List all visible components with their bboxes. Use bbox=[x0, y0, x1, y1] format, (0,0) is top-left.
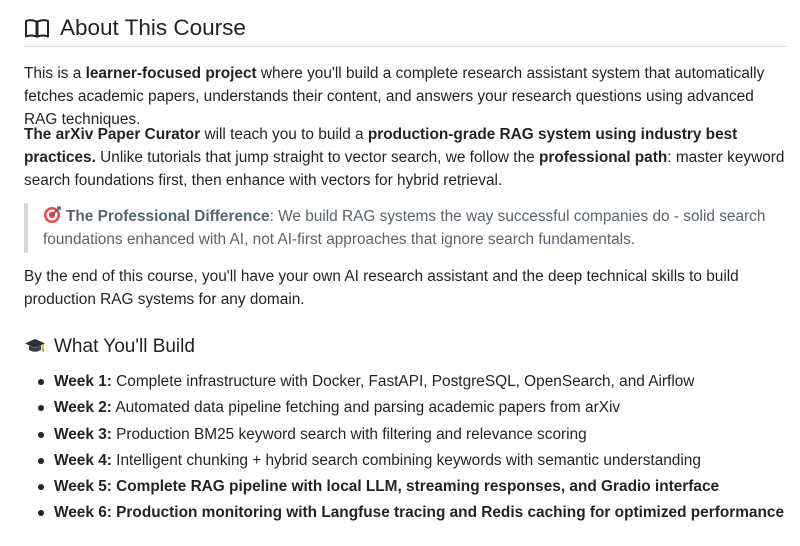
week-label: Week 5: bbox=[54, 478, 112, 496]
outro-paragraph: By the end of this course, you'll have your own AI research assistant and the deep technical skills to build production RAG systems for any domain. bbox=[24, 268, 739, 308]
week-text: Production BM25 keyword search with filtering and relevance scoring bbox=[111, 425, 587, 443]
list-item bbox=[38, 422, 778, 448]
list-item bbox=[38, 500, 784, 526]
week-text: Intelligent chunking + hybrid search combining keywords with semantic understanding bbox=[111, 451, 701, 469]
week-label: Week 4: bbox=[54, 451, 112, 469]
about-title: About This Course bbox=[60, 15, 246, 40]
about-heading bbox=[24, 9, 786, 47]
curator-text-3: : master keyword search foundations first, then enhance with vectors for hybrid retrieval. bbox=[24, 149, 785, 189]
week-label: Week 6: bbox=[54, 504, 112, 522]
list-item bbox=[38, 395, 778, 421]
callout-bold: The Professional Difference bbox=[66, 208, 270, 225]
curator-paragraph bbox=[24, 123, 786, 192]
week-text: Production monitoring with Langfuse tracing and Redis caching for optimized performance bbox=[111, 504, 784, 522]
what-youll-build-heading bbox=[24, 332, 195, 360]
curator-text-2: Unlike tutorials that jump straight to vector search, we follow the bbox=[95, 149, 539, 166]
list-item bbox=[38, 474, 778, 500]
weeks-list bbox=[38, 369, 784, 527]
build-title: What You'll Build bbox=[54, 335, 195, 357]
intro-paragraph bbox=[24, 62, 786, 131]
curator-text-1: will teach you to build a bbox=[200, 126, 368, 143]
intro-text-1: This is a bbox=[24, 65, 86, 82]
list-item bbox=[38, 448, 778, 474]
week-text: Complete infrastructure with Docker, FastAPI, PostgreSQL, OpenSearch, and Airflow bbox=[111, 373, 695, 390]
graduation-cap-icon bbox=[24, 337, 46, 355]
curator-bold-2: production-grade RAG system using industry best practices. bbox=[24, 126, 738, 166]
target-icon bbox=[43, 206, 61, 224]
curator-bold-1: The arXiv Paper Curator bbox=[24, 126, 201, 143]
list-item bbox=[38, 369, 778, 395]
week-label: Week 1: bbox=[54, 373, 112, 390]
week-label: Week 3: bbox=[54, 425, 112, 443]
professional-difference-callout bbox=[24, 203, 786, 253]
week-text: Complete RAG pipeline with local LLM, streaming responses, and Gradio interface bbox=[111, 478, 720, 496]
curator-bold-3: professional path bbox=[538, 149, 668, 166]
open-book-icon bbox=[24, 17, 50, 39]
intro-bold-1: learner-focused project bbox=[85, 65, 257, 82]
intro-text-2: where you'll build a complete research assistant system that automatically fetches academic papers, understands their content, and answers your research questions using advanced RAG techniques. bbox=[24, 65, 765, 128]
week-label: Week 2: bbox=[54, 399, 112, 417]
week-text: Automated data pipeline fetching and parsing academic papers from arXiv bbox=[111, 399, 621, 417]
callout-text: : We build RAG systems the way successful companies do - solid search foundations enhanced with AI, not AI-first approaches that ignore search fundamentals. bbox=[43, 208, 766, 248]
